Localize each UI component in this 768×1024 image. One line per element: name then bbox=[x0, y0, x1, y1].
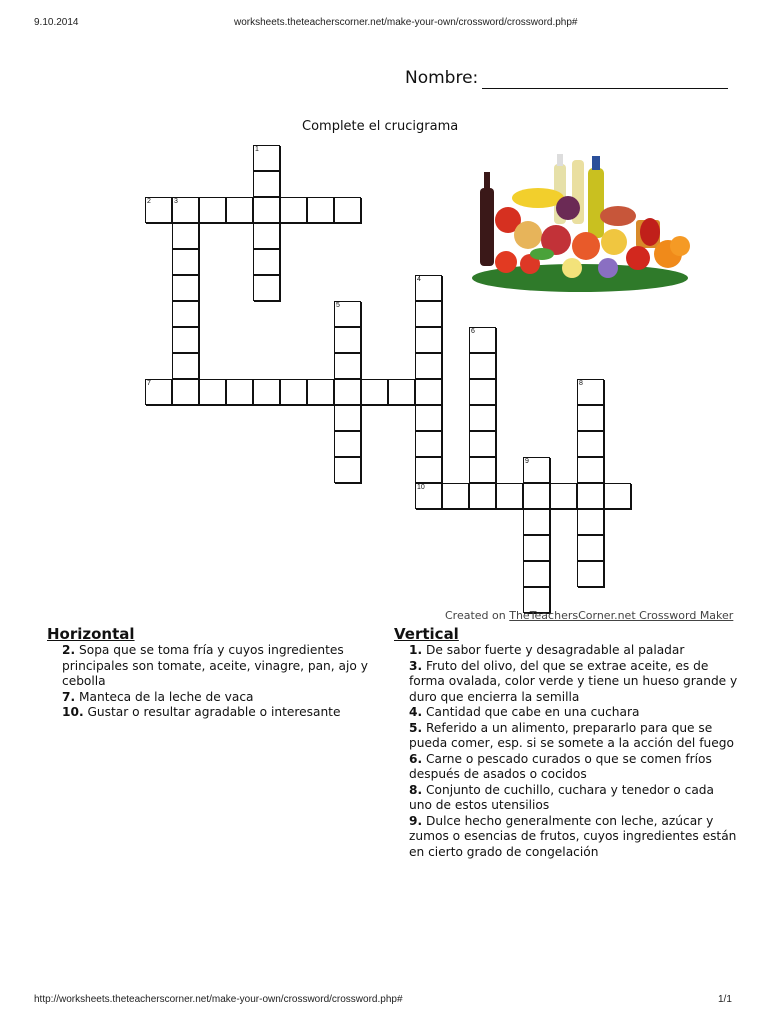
crossword-cell bbox=[577, 509, 604, 535]
crossword-cell bbox=[145, 197, 172, 223]
crossword-cell bbox=[577, 483, 604, 509]
clue-number-label: 5 bbox=[336, 302, 340, 309]
crossword-cell bbox=[172, 197, 199, 223]
crossword-cell bbox=[523, 457, 550, 483]
crossword-cell bbox=[577, 535, 604, 561]
crossword-cell bbox=[415, 327, 442, 353]
crossword-cell bbox=[253, 171, 280, 197]
clue-number-label: 10 bbox=[417, 484, 425, 491]
clue-item bbox=[394, 752, 739, 783]
crossword-cell bbox=[577, 431, 604, 457]
clue-number-label: 8 bbox=[579, 380, 583, 387]
crossword-cell bbox=[577, 379, 604, 405]
crossword-cell bbox=[334, 197, 361, 223]
clue-item bbox=[394, 721, 739, 752]
clue-number: 6. bbox=[409, 751, 423, 766]
page-number: 1/1 bbox=[718, 994, 732, 1005]
crossword-cell bbox=[415, 483, 442, 509]
clue-item bbox=[47, 690, 387, 706]
clue-item bbox=[47, 705, 387, 721]
crossword-cell bbox=[334, 405, 361, 431]
crossword-cell bbox=[172, 353, 199, 379]
clue-number-label: 7 bbox=[147, 380, 151, 387]
clue-number: 9. bbox=[409, 813, 423, 828]
crossword-cell bbox=[442, 483, 469, 509]
crossword-cell bbox=[199, 379, 226, 405]
clue-text: Dulce hecho generalmente con leche, azúcar y zumos o esencias de frutos, cuyos ingredientes están en cierto grado de congelación bbox=[409, 813, 737, 859]
crossword-cell bbox=[280, 197, 307, 223]
clue-number: 7. bbox=[62, 689, 76, 704]
credit-line bbox=[445, 609, 733, 622]
crossword-cell bbox=[469, 457, 496, 483]
crossword-cell bbox=[253, 379, 280, 405]
name-label: Nombre: bbox=[405, 68, 479, 88]
wine-bottle bbox=[480, 188, 494, 266]
crossword-cell bbox=[415, 275, 442, 301]
crossword-cell bbox=[334, 379, 361, 405]
food-illustration bbox=[468, 150, 692, 295]
banana bbox=[512, 188, 564, 208]
crossword-cell bbox=[415, 431, 442, 457]
crossword-cell bbox=[469, 431, 496, 457]
clue-text: Carne o pescado curados o que se comen fríos después de asados o cocidos bbox=[409, 751, 712, 781]
clue-text: Sopa que se toma fría y cuyos ingredientes principales son tomate, aceite, vinagre, pan, ajo y cebolla bbox=[62, 643, 368, 688]
clue-item bbox=[394, 659, 739, 706]
crossword-cell bbox=[415, 353, 442, 379]
crossword-cell bbox=[415, 379, 442, 405]
crossword-cell bbox=[469, 483, 496, 509]
crossword-cell bbox=[469, 405, 496, 431]
crossword-cell bbox=[172, 275, 199, 301]
crossword-cell bbox=[172, 301, 199, 327]
crossword-cell bbox=[334, 301, 361, 327]
clue-number-label: 9 bbox=[525, 458, 529, 465]
crossword-cell bbox=[523, 509, 550, 535]
clue-number-label: 4 bbox=[417, 276, 421, 283]
crossword-cell bbox=[172, 379, 199, 405]
crossword-cell bbox=[415, 301, 442, 327]
page-title: Complete el crucigrama bbox=[302, 119, 459, 134]
clue-number: 3. bbox=[409, 658, 423, 673]
crossword-cell bbox=[145, 379, 172, 405]
clue-number-label: 1 bbox=[255, 146, 259, 153]
clue-text: Conjunto de cuchillo, cuchara y tenedor o cada uno de estos utensilios bbox=[409, 782, 714, 812]
crossword-cell bbox=[280, 379, 307, 405]
clue-number: 8. bbox=[409, 782, 423, 797]
clue-item bbox=[47, 643, 387, 690]
crossword-cell bbox=[334, 327, 361, 353]
credit-link[interactable]: TheTeachersCorner.net Crossword Maker bbox=[509, 609, 734, 622]
crossword-cell bbox=[523, 561, 550, 587]
crossword-cell bbox=[199, 197, 226, 223]
clue-item bbox=[394, 705, 739, 721]
crossword-cell bbox=[523, 535, 550, 561]
crossword-cell bbox=[469, 379, 496, 405]
clue-number-label: 2 bbox=[147, 198, 151, 205]
crossword-cell bbox=[172, 249, 199, 275]
clue-text: Cantidad que cabe en una cuchara bbox=[426, 705, 640, 719]
clue-number: 1. bbox=[409, 643, 423, 657]
print-url-footer: http://worksheets.theteacherscorner.net/make-your-own/crossword/crossword.php# bbox=[34, 994, 403, 1005]
crossword-cell bbox=[334, 457, 361, 483]
clue-text: Gustar o resultar agradable o interesante bbox=[87, 705, 341, 719]
crossword-cell bbox=[469, 327, 496, 353]
vertical-heading: Vertical bbox=[394, 625, 459, 643]
crossword-cell bbox=[334, 431, 361, 457]
crossword-cell bbox=[577, 561, 604, 587]
crossword-cell bbox=[361, 379, 388, 405]
crossword-cell bbox=[469, 353, 496, 379]
horizontal-heading: Horizontal bbox=[47, 625, 135, 643]
crossword-cell bbox=[253, 275, 280, 301]
clue-item bbox=[394, 643, 739, 659]
crossword-cell bbox=[415, 405, 442, 431]
crossword-cell bbox=[172, 327, 199, 353]
crossword-cell bbox=[415, 457, 442, 483]
oil-bottle bbox=[588, 168, 604, 238]
crossword-cell bbox=[577, 405, 604, 431]
crossword-cell bbox=[226, 197, 253, 223]
crossword-cell bbox=[172, 223, 199, 249]
crossword-cell bbox=[253, 197, 280, 223]
clue-number: 2. bbox=[62, 643, 76, 657]
clue-number: 4. bbox=[409, 705, 423, 719]
crossword-cell bbox=[604, 483, 631, 509]
clue-item bbox=[394, 814, 739, 861]
clue-text: Manteca de la leche de vaca bbox=[79, 689, 254, 704]
clue-number-label: 3 bbox=[174, 198, 178, 205]
crossword-cell bbox=[307, 197, 334, 223]
clue-number: 10. bbox=[62, 705, 84, 719]
crossword-cell bbox=[523, 483, 550, 509]
print-url-header: worksheets.theteacherscorner.net/make-your-own/crossword/crossword.php# bbox=[234, 17, 578, 28]
clue-item bbox=[394, 783, 739, 814]
crossword-cell bbox=[253, 249, 280, 275]
clue-text: Referido a un alimento, prepararlo para que se pueda comer, esp. si se somete a la acción del fuego bbox=[409, 720, 734, 750]
clue-number-label: 6 bbox=[471, 328, 475, 335]
credit-prefix: Created on bbox=[445, 609, 510, 622]
crossword-cell bbox=[550, 483, 577, 509]
clue-text: Fruto del olivo, del que se extrae aceite, es de forma ovalada, color verde y tiene un hueso grande y duro que encierra la semilla bbox=[409, 658, 738, 704]
crossword-cell bbox=[253, 145, 280, 171]
clue-text: De sabor fuerte y desagradable al paladar bbox=[426, 643, 685, 657]
grapes bbox=[556, 196, 580, 220]
crossword-cell bbox=[577, 457, 604, 483]
crossword-cell bbox=[496, 483, 523, 509]
crossword-cell bbox=[334, 353, 361, 379]
clue-number: 5. bbox=[409, 720, 423, 735]
vertical-clues bbox=[394, 625, 739, 860]
crossword-cell bbox=[388, 379, 415, 405]
print-date: 9.10.2014 bbox=[34, 17, 79, 28]
crossword-cell bbox=[226, 379, 253, 405]
crossword-cell bbox=[307, 379, 334, 405]
horizontal-clues bbox=[47, 625, 387, 721]
crossword-cell bbox=[253, 223, 280, 249]
